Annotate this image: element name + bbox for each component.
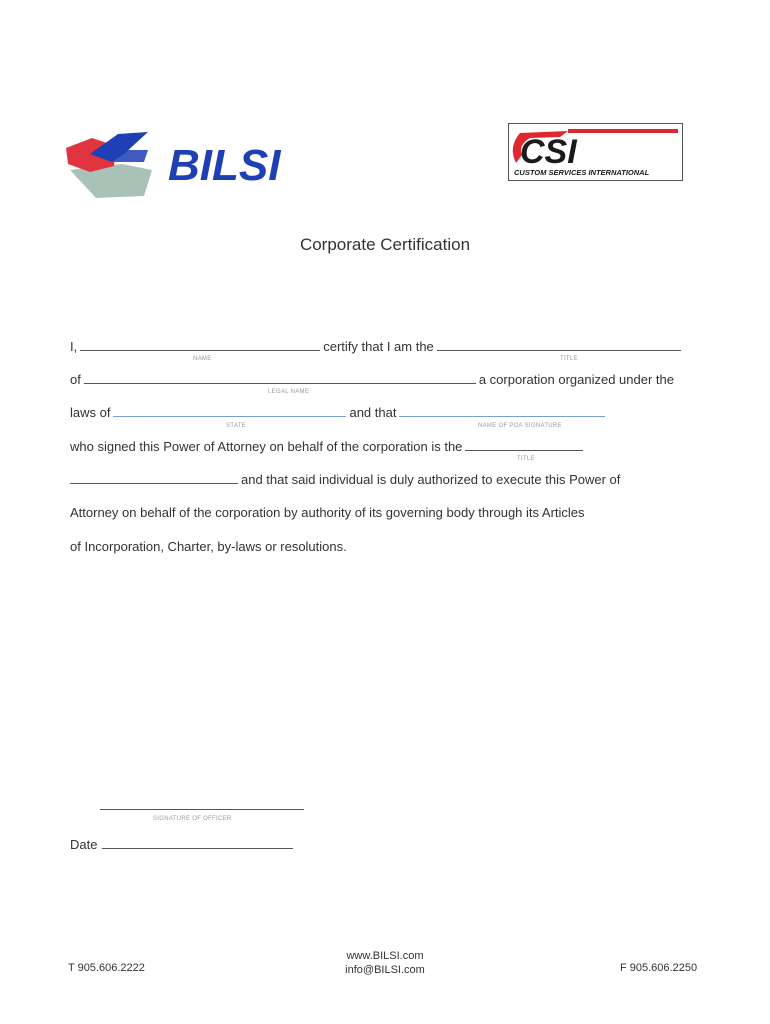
csi-logo-mark [508,123,683,181]
hint-state: STATE [226,423,246,429]
document-title: Corporate Certification [299,235,471,254]
line3-prefix: laws of [70,405,111,420]
hint-title-2: TITLE [517,456,535,462]
form-line-6: Attorney on behalf of the corporation by authority of its governing body through its Articles [70,505,585,520]
officer-signature-field[interactable] [100,808,304,810]
line3-middle: and that [349,405,397,420]
bilsi-logo-text: BILSI [168,141,281,190]
officer-title-field[interactable] [465,449,583,451]
footer-phone: T 905.606.2222 [68,962,145,974]
bilsi-logo [62,126,342,198]
state-field[interactable] [113,415,346,417]
hint-signature-officer: SIGNATURE OF OFFICER [153,816,232,822]
footer-fax: F 905.606.2250 [620,962,698,974]
bilsi-logo-mark [62,126,342,198]
line4-text: who signed this Power of Attorney on behalf of the corporation is the [70,439,463,454]
line5-suffix: and that said individual is duly authorized to execute this Power of [241,472,621,487]
form-line-2 [70,372,674,387]
date-field[interactable] [102,847,293,849]
hint-title-1: TITLE [560,356,578,362]
form-line-7: of Incorporation, Charter, by-laws or resolutions. [70,539,347,554]
legal-name-field[interactable] [84,382,476,384]
form-line-4 [70,439,586,454]
hint-legal-name: LEGAL NAME [268,389,310,395]
line1-middle: certify that I am the [323,339,434,354]
footer-email[interactable]: info@BILSI.com [345,964,425,976]
form-line-3 [70,405,608,420]
csi-logo-text: CSI [520,133,577,171]
name-field[interactable] [80,349,320,351]
line1-prefix: I, [70,339,78,354]
csi-logo-tagline: CUSTOM SERVICES INTERNATIONAL [514,168,650,177]
date-line [70,837,296,852]
footer-website[interactable]: www.BILSI.com [346,950,424,962]
line2-suffix: a corporation organized under the [478,372,674,387]
individual-name-field[interactable] [70,482,238,484]
date-label: Date [70,837,98,852]
csi-logo [508,123,683,181]
title-field[interactable] [437,349,681,351]
hint-name: NAME [193,356,212,362]
form-line-1 [70,339,684,354]
form-line-5 [70,472,620,487]
line2-prefix: of [70,372,81,387]
hint-poa-signature: NAME OF POA SIGNATURE [478,423,562,429]
poa-signature-name-field[interactable] [399,415,605,417]
